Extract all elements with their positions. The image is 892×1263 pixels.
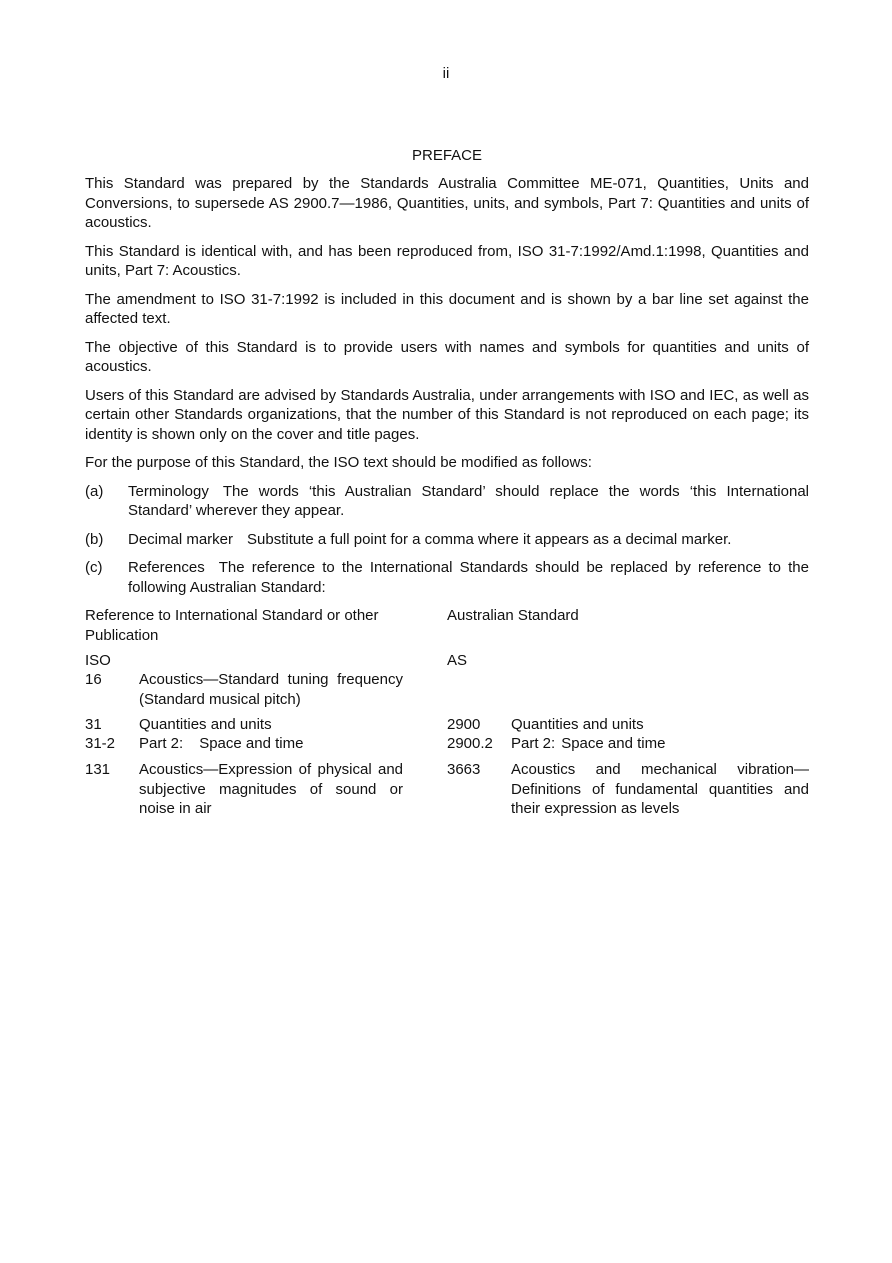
paragraph-identical: This Standard is identical with, and has been reproduced from, ISO 31-7:1992/Amd.1:1998, Quantities and units, Part 7: Acoustics. bbox=[85, 242, 809, 279]
preface-heading: PREFACE bbox=[411, 147, 483, 164]
reference-table bbox=[85, 606, 809, 826]
list-item-references bbox=[85, 558, 809, 597]
list-item-label: (c) bbox=[85, 559, 103, 576]
preface-content bbox=[85, 146, 809, 826]
list-item-body: Substitute a full point for a comma where it appears as a decimal marker. bbox=[247, 530, 732, 548]
table-cell-part: Part 2: bbox=[511, 735, 556, 752]
paragraph-amendment: The amendment to ISO 31-7:1992 is included in this document and is shown by a bar line set against the affected text. bbox=[85, 290, 809, 327]
table-org-as: AS bbox=[447, 652, 468, 669]
table-cell-number: 31 bbox=[85, 716, 102, 733]
table-cell-title-text: Space and time bbox=[561, 735, 666, 752]
page-number: ii bbox=[442, 65, 450, 82]
table-cell-title bbox=[139, 734, 403, 754]
table-cell-title: Acoustics and mechanical vibration—Definitions of fundamental quantities and their expression as levels bbox=[511, 761, 809, 817]
table-cell-number: 2900.2 bbox=[447, 735, 493, 752]
table-cell-title: Quantities and units bbox=[511, 716, 644, 733]
table-cell-number: 16 bbox=[85, 671, 102, 688]
table-cell-title: Acoustics—Standard tuning frequency (Standard musical pitch) bbox=[139, 671, 403, 708]
list-item-decimal-marker bbox=[85, 530, 809, 550]
table-org-iso: ISO bbox=[85, 652, 111, 669]
table-header-left: Reference to International Standard or other Publication bbox=[85, 607, 379, 644]
table-header-right: Australian Standard bbox=[447, 607, 579, 624]
list-item-label: (b) bbox=[85, 530, 104, 548]
list-item-label: (a) bbox=[85, 482, 104, 500]
list-item-body: The reference to the International Standards should be replaced by reference to the following Australian Standard: bbox=[128, 559, 809, 596]
list-item-body: The words ‘this Australian Standard’ should replace the words ‘this International Standard’ wherever they appear. bbox=[128, 482, 809, 519]
table-cell-number: 2900 bbox=[447, 716, 481, 733]
list-item-text bbox=[128, 558, 809, 597]
list-item-text bbox=[128, 530, 809, 550]
table-cell-number: 3663 bbox=[447, 761, 481, 778]
list-item-term: Terminology bbox=[128, 482, 209, 500]
list-item-term: Decimal marker bbox=[128, 530, 234, 548]
table-cell-number: 31-2 bbox=[85, 735, 116, 752]
list-item-text bbox=[128, 482, 809, 521]
table-cell-title: Acoustics—Expression of physical and subjective magnitudes of sound or noise in air bbox=[139, 761, 403, 817]
paragraph-purpose: For the purpose of this Standard, the ISO text should be modified as follows: bbox=[85, 454, 592, 471]
table-cell-title bbox=[511, 734, 809, 754]
list-item-term: References bbox=[128, 559, 205, 576]
table-cell-part: Part 2: bbox=[139, 735, 184, 752]
paragraph-committee: This Standard was prepared by the Standards Australia Committee ME-071, Quantities, Units and Conversions, to supersede AS 2900.7—1986, Quantities, units, and symbols, Part 7: Quantities and units of acoustics. bbox=[85, 175, 809, 231]
table-cell-number: 131 bbox=[85, 761, 111, 778]
table-cell-title: Quantities and units bbox=[139, 716, 272, 733]
paragraph-users: Users of this Standard are advised by Standards Australia, under arrangements with ISO and IEC, as well as certain other Standards organizations, that the number of this Standard is not reproduced on each page; its identity is shown only on the cover and title pages. bbox=[85, 386, 809, 443]
list-item-terminology bbox=[85, 482, 809, 521]
paragraph-objective: The objective of this Standard is to provide users with names and symbols for quantities and units of acoustics. bbox=[85, 338, 809, 375]
table-cell-title-text: Space and time bbox=[199, 735, 304, 752]
